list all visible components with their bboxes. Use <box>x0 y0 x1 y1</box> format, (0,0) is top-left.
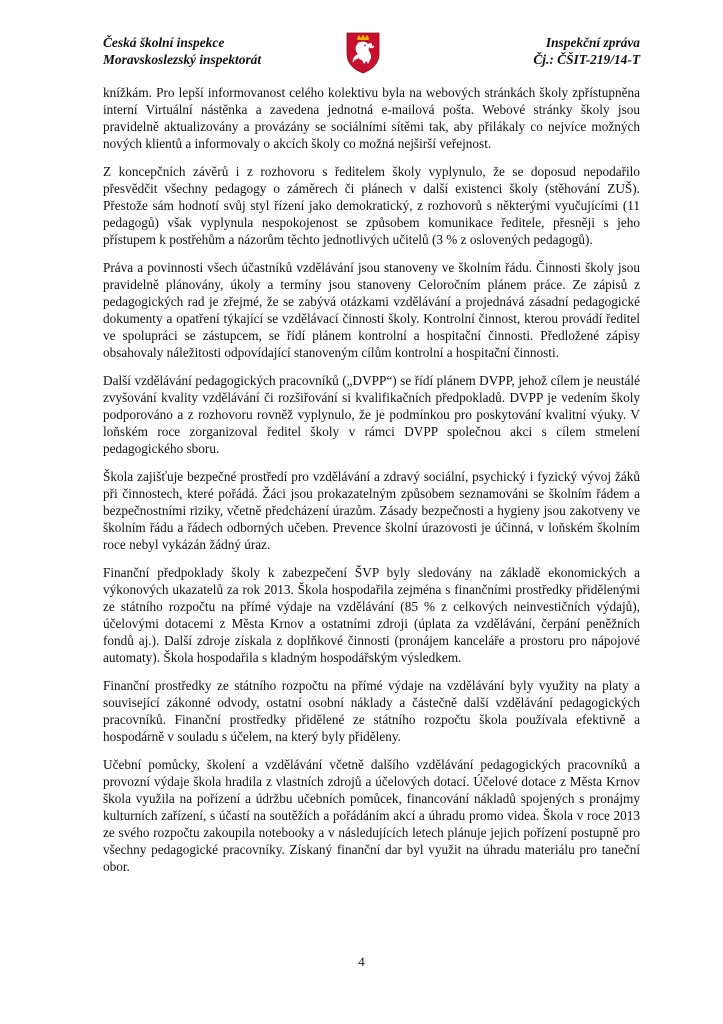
body-paragraph: Finanční předpoklady školy k zabezpečení ŠVP byly sledovány na základě ekonomických a výkonových ukazatelů za rok 2013. Škola hospodařila zejména s finančními prostředky přidělenými ze státního rozpočtu na přímé výdaje na vzdělávání (85 % z celkových neinvestičních výdajů), účelovými dotacemi z Města Krnov a ostatními zdroji (úplata za vzdělávání, čerpání peněžních fondů aj.). Další zdroje získala z doplňkové činnosti (pronájem kanceláře a prostoru pro nápojové automaty). Škola hospodařila s kladným hospodářským výsledkem. <box>103 565 640 665</box>
body-paragraph: Finanční prostředky ze státního rozpočtu na přímé výdaje na vzdělávání byly využity na platy a související zákonné odvody, ostatní osobní náklady a částečně další vzdělávání pedagogických pracovníků. Finanční prostředky přidělené ze státního rozpočtu škola používala efektivně a hospodárně v souladu s účelem, na který byly přiděleny. <box>103 678 640 744</box>
body-paragraph: knížkám. Pro lepší informovanost celého kolektivu byla na webových stránkách školy zpřístupněna interní Virtuální nástěnka a zavedena jednotná e-mailová pošta. Webové stránky školy jsou pravidelně aktualizovány a provázány se sociálními sítěmi tak, aby přilákaly co nejvíce možných nových klientů a informovaly o akcích školy co možná nejširší veřejnost. <box>103 85 640 151</box>
body-paragraph: Učební pomůcky, školení a vzdělávání včetně dalšího vzdělávání pedagogických pracovníků a provozní výdaje škola hradila z vlastních zdrojů a účelových dotací. Účelové dotace z Města Krnov škola využila na pořízení a údržbu učebních pomůcek, financování nákladů spojených s pronájmy kulturních zařízení, s účastí na soutěžích a pořádáním akcí a úhradu promo videa. Škola v roce 2013 ze svého rozpočtu zakoupila notebooky a v následujících letech plánuje jejich pořízení postupně pro všechny pedagogické pracovníky. Získaný finanční dar byl využit na úhradu materiálu pro taneční obor. <box>103 757 640 874</box>
body-paragraph: Z koncepčních závěrů i z rozhovoru s ředitelem školy vyplynulo, že se doposud nepodařilo přesvědčit všechny pedagogy o záměrech či plánech v další existenci školy (stěhování ZUŠ). Přestože sám hodnotí svůj styl řízení jako demokratický, z rozhovorů s některými vyučujícími (11 pedagogů) však vyplynula nespokojenost se způsobem komunikace ředitele, přesněji s jeho přístupem k postřehům a názorům těchto jednotlivých učitelů (3 % z oslovených pedagogů). <box>103 164 640 247</box>
document-body <box>103 84 640 886</box>
body-paragraph: Další vzdělávání pedagogických pracovníků („DVPP“) se řídí plánem DVPP, jehož cílem je neustálé zvyšování kvality vzdělávání či rozšiřování si kvalifikačních předpokladů. DVPP je vedením školy podporováno a z rozhovoru rovněž vyplynulo, že je podmínkou pro poskytování kvalitní výuky. V loňském roce zorganizoval ředitel školy v rámci DVPP společnou akci s cílem stmelení pedagogického sboru. <box>103 373 640 456</box>
page-number: 4 <box>358 954 365 969</box>
header-inspectorate: Moravskoslezský inspektorát <box>103 52 262 67</box>
header-reference-number: Čj.: ČŠIT-219/14-T <box>533 52 640 67</box>
body-paragraph: Škola zajišťuje bezpečné prostředí pro vzdělávání a zdravý sociální, psychický i fyzický vývoj žáků při činnostech, které pořádá. Žáci jsou prokazatelným způsobem seznamováni se školním řádem a bezpečnostními riziky, včetně předcházení úrazům. Zásady bezpečnosti a hygieny jsou zakotveny ve školním řádu a řádech odborných učeben. Prevence školní úrazovosti je účinná, v loňském školním roce nebyl vykázán žádný úraz. <box>103 469 640 552</box>
header-organization: Česká školní inspekce <box>103 35 225 50</box>
body-paragraph: Práva a povinnosti všech účastníků vzdělávání jsou stanoveny ve školním řádu. Činnosti školy jsou pravidelně plánovány, úkoly a termíny jsou stanoveny Celoročním plánem práce. Ze zápisů z pedagogických rad je zřejmé, že se zabývá otázkami vzdělávání a projednává zásadní pedagogické dokumenty a opatření týkající se vzdělávací činnosti školy. Kontrolní činnost, kterou provádí ředitel ve spolupráci se zástupcem, se řídí plánem kontrolní a hospitační činnosti. Předložené zápisy obsahovaly náležitosti odpovídající stanoveným cílům kontrolní a hospitační činnosti. <box>103 260 640 360</box>
czech-coat-of-arms-icon <box>346 30 380 74</box>
header-right <box>533 34 640 68</box>
page-header <box>103 34 640 82</box>
header-report-type: Inspekční zpráva <box>545 35 640 50</box>
header-left <box>103 34 261 68</box>
